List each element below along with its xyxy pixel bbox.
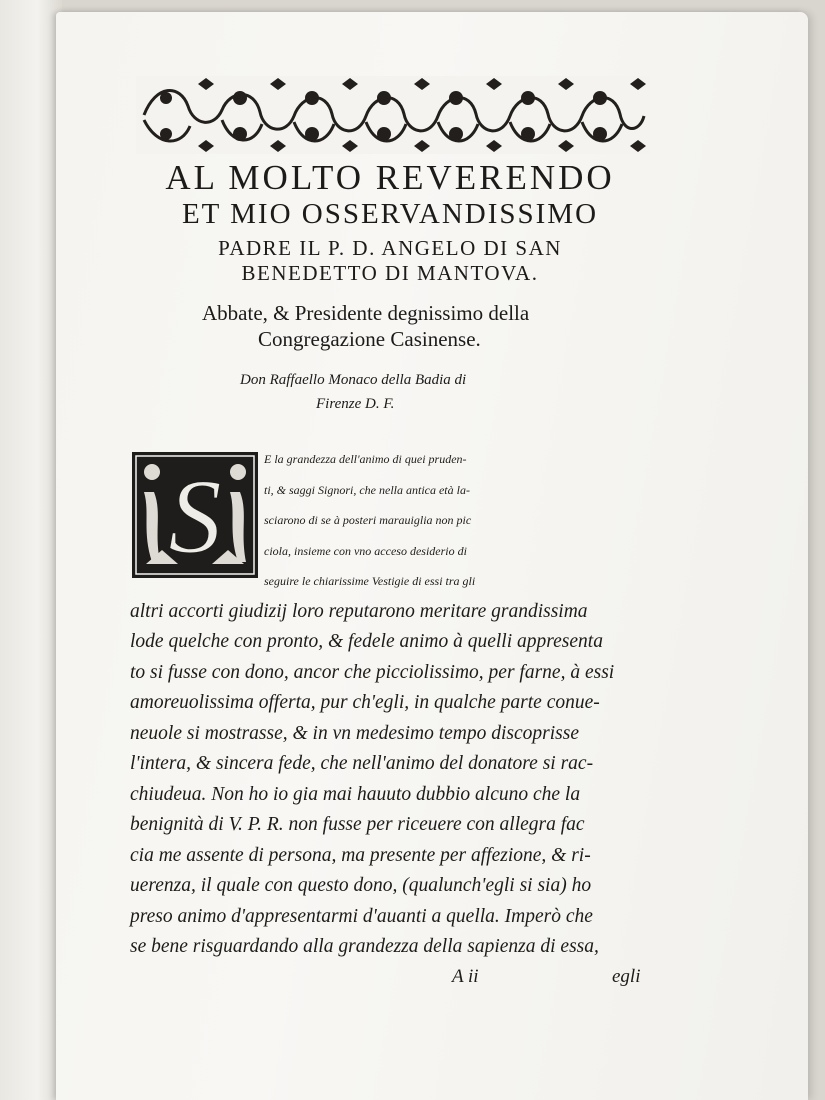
body-line: neuole si mostrasse, & in vn medesimo tempo discoprisse xyxy=(130,722,579,744)
catchword: egli xyxy=(612,966,641,987)
body-line: cia me assente di persona, ma presente per affezione, & ri- xyxy=(130,844,591,866)
body-line: altri accorti giudizij loro reputarono meritare grandissima xyxy=(130,600,588,622)
ornament-band-icon xyxy=(136,76,650,154)
body-line: uerenza, il quale con questo dono, (qualunch'egli si sia) ho xyxy=(130,875,592,896)
body-line: preso animo d'appresentarmi d'auanti a quella. Imperò che xyxy=(130,905,593,927)
heading-line-4: BENEDETTO DI MANTOVA. xyxy=(241,261,539,285)
body-line: sciarono di se à posteri marauiglia non pic xyxy=(264,513,472,527)
sender-line-2: Firenze D. F. xyxy=(316,396,395,412)
sender-line-1: Don Raffaello Monaco della Badia di xyxy=(240,372,467,388)
subtitle-line-1: Abbate, & Presidente degnissimo della xyxy=(202,301,530,325)
body-line: ti, & saggi Signori, che nella antica età la- xyxy=(264,482,470,497)
body-line: to si fusse con dono, ancor che picciolissimo, per farne, à essi xyxy=(130,661,615,683)
svg-text:S: S xyxy=(168,458,222,575)
subtitle-line-2: Congregazione Casinense. xyxy=(258,327,481,351)
left-page-edges xyxy=(0,0,62,1100)
signature-mark: A ii xyxy=(452,966,479,987)
body-line: l'intera, & sincera fede, che nell'animo del donatore si rac- xyxy=(130,753,594,774)
letter-body xyxy=(130,444,650,963)
body-line: lode quelche con pronto, & fedele animo à quelli appresenta xyxy=(130,631,603,652)
body-line: amoreuolissima offerta, pur ch'egli, in qualche parte conue- xyxy=(130,692,600,713)
body-line: benignità di V. P. R. non fusse per riceuere con allegra fac xyxy=(130,814,585,835)
heading-line-1: AL MOLTO REVERENDO xyxy=(165,158,615,197)
body-line: chiudeua. Non ho io gia mai hauuto dubbio alcuno che la xyxy=(130,783,581,805)
heading-line-3: PADRE IL P. D. ANGELO DI SAN xyxy=(218,236,562,260)
body-line: E la grandezza dell'animo di quei pruden- xyxy=(264,452,467,466)
heading-line-2: ET MIO OSSERVANDISSIMO xyxy=(181,198,599,230)
body-line: seguire le chiarissime Vestigie di essi tra gli xyxy=(264,574,476,588)
body-line: ciola, insieme con vno acceso desiderio di xyxy=(264,543,467,558)
body-line: se bene risguardando alla grandezza della sapienza di essa, xyxy=(130,936,599,957)
